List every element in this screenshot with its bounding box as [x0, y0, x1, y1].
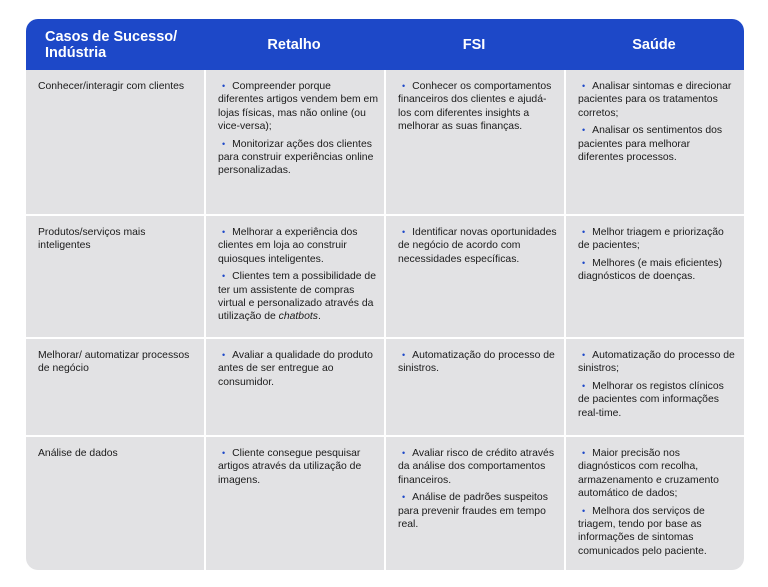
cell-fsi [384, 70, 564, 214]
cell-retalho [204, 216, 384, 337]
row-label: Conhecer/interagir com clientes [26, 70, 204, 214]
list-item: • Melhorar a experiência dos clientes em loja ao construir quiosques inteligentes. [218, 227, 358, 265]
list-item: • Clientes tem a possibilidade de ter um assistente de compras virtual e personalizado através da utilização de chatbots. [218, 271, 376, 323]
bullet-icon: • [402, 227, 406, 237]
list-item: • Identificar novas oportunidades de negócio de acordo com necessidades específicas. [398, 227, 557, 265]
list-item: • Analisar os sentimentos dos pacientes para melhorar diferentes processos. [578, 125, 723, 164]
bullet-icon: • [222, 138, 226, 149]
cell-fsi [384, 437, 564, 570]
bullet-icon: • [582, 227, 586, 237]
row-label: Melhorar/ automatizar processos de negócio [26, 339, 204, 435]
list-item: • Conhecer os comportamentos financeiros dos clientes e ajudá-los com diferentes insights a melhorar as suas finanças. [398, 81, 552, 133]
bullet-icon: • [582, 380, 586, 391]
cell-fsi [384, 216, 564, 337]
list-item: • Maior precisão nos diagnósticos com recolha, armazenamento e cruzamento automático de dados; [578, 448, 719, 500]
bullet-icon: • [582, 257, 586, 268]
row-label: Análise de dados [26, 437, 204, 570]
list-item: • Melhores (e mais eficientes) diagnósticos de doenças. [578, 257, 723, 283]
list-item: • Automatização do processo de sinistros; [578, 350, 735, 375]
bullet-icon: • [582, 505, 586, 516]
list-item: • Compreender porque diferentes artigos vendem bem em lojas físicas, mas não online (ou vice-versa); [218, 81, 378, 133]
row-label: Produtos/serviços mais inteligentes [26, 216, 204, 337]
header-saude: Saúde [632, 36, 676, 53]
header-fsi: FSI [462, 36, 486, 53]
list-item: • Análise de padrões suspeitos para prevenir fraudes em tempo real. [398, 492, 548, 531]
cell-fsi [384, 339, 564, 435]
cell-saude [564, 216, 744, 337]
bullet-icon: • [222, 271, 226, 282]
bullet-icon: • [582, 350, 586, 360]
list-item: • Melhora dos serviços de triagem, tendo por base as informações de sintomas comunicados pelo paciente. [578, 505, 707, 557]
cell-retalho [204, 70, 384, 214]
cell-retalho [204, 339, 384, 435]
cell-saude [564, 339, 744, 435]
bullet-icon: • [402, 492, 406, 503]
list-item: • Automatização do processo de sinistros. [398, 350, 555, 375]
cell-saude [564, 70, 744, 214]
bullet-icon: • [402, 448, 406, 458]
list-item: • Avaliar risco de crédito através da análise dos comportamentos financeiros. [398, 448, 555, 486]
list-item: • Avaliar a qualidade do produto antes de ser entregue ao consumidor. [218, 350, 373, 388]
bullet-icon: • [222, 227, 226, 237]
bullet-icon: • [222, 350, 226, 360]
cell-retalho [204, 437, 384, 570]
table-row [26, 70, 744, 214]
bullet-icon: • [402, 81, 406, 91]
bullet-icon: • [222, 81, 226, 91]
list-item: • Cliente consegue pesquisar artigos através da utilização de imagens. [218, 448, 362, 486]
header-casos: Casos de Sucesso/ Indústria [45, 28, 178, 61]
bullet-icon: • [402, 350, 406, 360]
list-item: • Monitorizar ações dos clientes para construir experiências online personalizadas. [218, 138, 374, 177]
bullet-icon: • [582, 448, 586, 458]
bullet-icon: • [582, 125, 586, 136]
list-item: • Analisar sintomas e direcionar pacientes para os tratamentos corretos; [578, 81, 732, 119]
table-header [26, 19, 744, 70]
list-item: • Melhorar os registos clínicos de pacientes com informações real-time. [578, 380, 724, 419]
cell-saude [564, 437, 744, 570]
list-item: • Melhor triagem e priorização de pacientes; [578, 227, 724, 252]
table-row [26, 337, 744, 435]
table-row [26, 214, 744, 337]
bullet-icon: • [582, 81, 586, 91]
bullet-icon: • [222, 448, 226, 458]
table-row [26, 435, 744, 570]
header-retalho: Retalho [267, 36, 321, 53]
use-case-table [26, 19, 744, 570]
